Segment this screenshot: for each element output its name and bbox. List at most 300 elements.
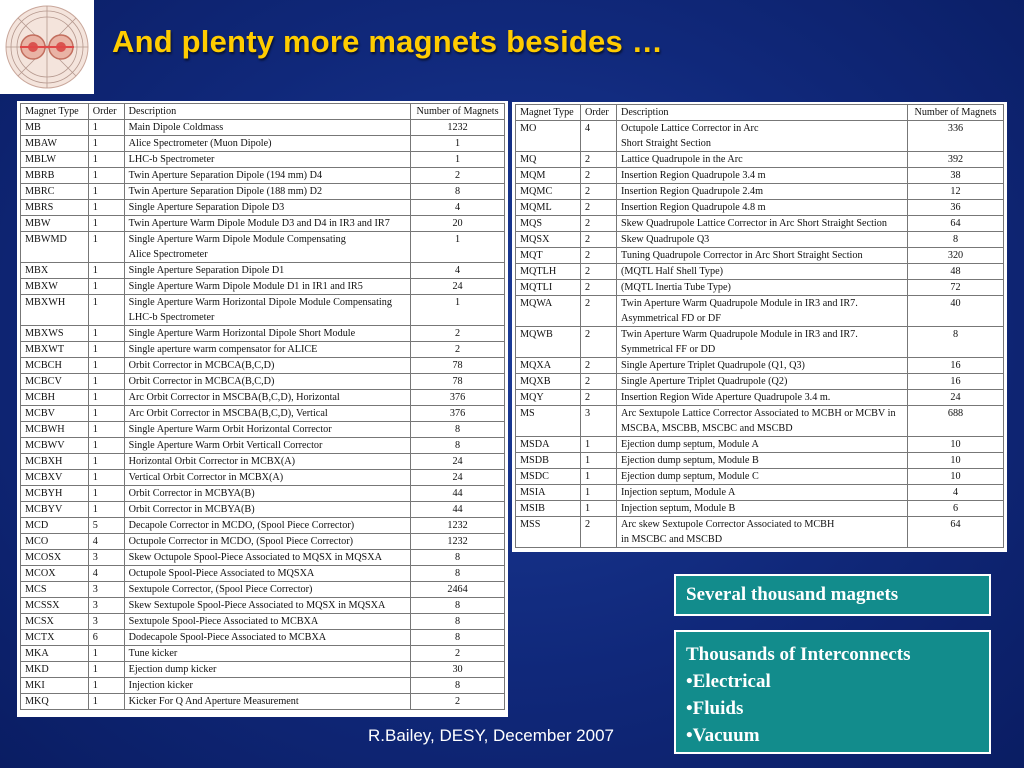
table-row (21, 454, 505, 470)
cell-magnet-type: MCO (21, 534, 89, 550)
cell-number-of-magnets: 320 (908, 248, 1004, 264)
cell-order: 4 (88, 566, 124, 582)
cell-order: 1 (88, 342, 124, 358)
cell-description (617, 168, 908, 184)
cell-order: 1 (581, 501, 617, 517)
description-line: Symmetrical FF or DD (621, 344, 716, 355)
description-line: Dodecapole Spool-Piece Associated to MCBXA (128, 632, 327, 643)
cell-description (124, 358, 410, 374)
cell-description (124, 152, 410, 168)
header-magnet-type: Magnet Type (21, 104, 89, 120)
cell-description (124, 184, 410, 200)
description-line: Insertion Region Quadrupole 3.4 m (621, 170, 766, 181)
cell-magnet-type: MCBYH (21, 486, 89, 502)
cell-magnet-type: MSDB (516, 453, 581, 469)
cell-order: 1 (88, 454, 124, 470)
cell-order: 4 (88, 534, 124, 550)
cell-magnet-type: MO (516, 121, 581, 152)
table-row (21, 184, 505, 200)
cell-order: 5 (88, 518, 124, 534)
cell-magnet-type: MKA (21, 646, 89, 662)
description-line: Injection septum, Module B (621, 503, 736, 514)
cell-magnet-type: MBXWS (21, 326, 89, 342)
description-line: Twin Aperture Separation Dipole (188 mm) D2 (128, 186, 323, 197)
cell-order: 1 (88, 406, 124, 422)
cell-magnet-type: MBLW (21, 152, 89, 168)
cell-magnet-type: MCOX (21, 566, 89, 582)
cell-order: 1 (88, 136, 124, 152)
cell-number-of-magnets: 392 (908, 152, 1004, 168)
cell-order: 1 (581, 437, 617, 453)
description-line: Alice Spectrometer (Muon Dipole) (128, 138, 272, 149)
table-row (21, 534, 505, 550)
description-line: Single Aperture Triplet Quadrupole (Q1, Q3) (621, 360, 805, 371)
cell-description (617, 374, 908, 390)
description-line: Vertical Orbit Corrector in MCBX(A) (128, 472, 284, 483)
cell-order: 1 (88, 295, 124, 326)
cell-description (124, 422, 410, 438)
cell-description (617, 121, 908, 152)
cell-description (124, 582, 410, 598)
description-line: Skew Quadrupole Q3 (621, 234, 710, 245)
cell-magnet-type: MCBH (21, 390, 89, 406)
cell-description (124, 518, 410, 534)
cell-number-of-magnets: 1 (411, 295, 505, 326)
cell-order: 2 (581, 168, 617, 184)
cell-number-of-magnets: 24 (908, 390, 1004, 406)
cell-number-of-magnets: 8 (411, 184, 505, 200)
cell-description (124, 694, 410, 710)
description-line: Octupole Spool-Piece Associated to MQSXA (128, 568, 315, 579)
cell-order: 1 (88, 168, 124, 184)
cell-description (124, 326, 410, 342)
cell-magnet-type: MSDC (516, 469, 581, 485)
cell-magnet-type: MQY (516, 390, 581, 406)
cell-description (124, 646, 410, 662)
cell-number-of-magnets: 8 (411, 678, 505, 694)
cell-number-of-magnets: 78 (411, 374, 505, 390)
description-line: Alice Spectrometer (128, 249, 208, 260)
table-row (516, 168, 1004, 184)
cell-order: 4 (581, 121, 617, 152)
description-line: Insertion Region Wide Aperture Quadrupole 3.4 m. (621, 392, 831, 403)
table-row (21, 374, 505, 390)
cell-magnet-type: MCSX (21, 614, 89, 630)
cell-order: 1 (88, 358, 124, 374)
cell-number-of-magnets: 10 (908, 469, 1004, 485)
cell-magnet-type: MCBYV (21, 502, 89, 518)
table-row (21, 120, 505, 136)
header-description: Description (124, 104, 410, 120)
cell-description (124, 486, 410, 502)
cell-magnet-type: MQWA (516, 296, 581, 327)
header-description: Description (617, 105, 908, 121)
cell-order: 1 (581, 453, 617, 469)
cell-magnet-type: MCBXH (21, 454, 89, 470)
cell-description (124, 342, 410, 358)
cell-number-of-magnets: 4 (411, 263, 505, 279)
description-line: Twin Aperture Separation Dipole (194 mm) D4 (128, 170, 323, 181)
cell-number-of-magnets: 1232 (411, 120, 505, 136)
description-line: Single Aperture Triplet Quadrupole (Q2) (621, 376, 788, 387)
callout-item-electrical: •Electrical (686, 671, 771, 692)
cell-order: 1 (88, 486, 124, 502)
cell-number-of-magnets: 36 (908, 200, 1004, 216)
cell-description (124, 662, 410, 678)
cell-number-of-magnets: 2 (411, 646, 505, 662)
description-line: Arc Orbit Corrector in MSCBA(B,C,D), Vertical (128, 408, 328, 419)
cell-description (617, 469, 908, 485)
cell-magnet-type: MQMC (516, 184, 581, 200)
cell-order: 1 (581, 485, 617, 501)
cell-magnet-type: MBXWH (21, 295, 89, 326)
cell-description (124, 263, 410, 279)
slide-title: And plenty more magnets besides … (112, 24, 663, 59)
callout-several-thousand-magnets (674, 574, 991, 616)
slide-footer: R.Bailey, DESY, December 2007 (368, 726, 614, 745)
cell-number-of-magnets: 24 (411, 279, 505, 295)
description-line: Octupole Lattice Corrector in Arc (621, 123, 759, 134)
cell-order: 1 (88, 152, 124, 168)
cell-description (617, 152, 908, 168)
cell-number-of-magnets: 688 (908, 406, 1004, 437)
table-header-row (516, 105, 1004, 121)
description-line: Ejection dump kicker (128, 664, 217, 675)
table-row (516, 184, 1004, 200)
description-line: Injection septum, Module A (621, 487, 736, 498)
cell-magnet-type: MCBV (21, 406, 89, 422)
cell-description (617, 184, 908, 200)
callout-interconnects (674, 630, 991, 754)
cell-magnet-type: MS (516, 406, 581, 437)
cell-description (617, 248, 908, 264)
table-row (21, 326, 505, 342)
cell-magnet-type: MQSX (516, 232, 581, 248)
table-row (516, 469, 1004, 485)
description-line: Single Aperture Separation Dipole D3 (128, 202, 285, 213)
description-line: Tune kicker (128, 648, 178, 659)
cell-number-of-magnets: 336 (908, 121, 1004, 152)
cell-description (124, 120, 410, 136)
cell-description (617, 453, 908, 469)
header-magnet-type: Magnet Type (516, 105, 581, 121)
cell-description (617, 517, 908, 548)
cell-number-of-magnets: 8 (908, 232, 1004, 248)
cell-magnet-type: MQ (516, 152, 581, 168)
cell-number-of-magnets: 376 (411, 390, 505, 406)
cell-number-of-magnets: 8 (411, 550, 505, 566)
cell-magnet-type: MQML (516, 200, 581, 216)
cell-number-of-magnets: 10 (908, 453, 1004, 469)
description-line: LHC-b Spectrometer (128, 312, 215, 323)
description-line: Arc Sextupole Lattice Corrector Associated to MCBH or MCBV in (621, 408, 896, 419)
cell-number-of-magnets: 376 (411, 406, 505, 422)
cell-order: 1 (88, 694, 124, 710)
description-line: Insertion Region Quadrupole 2.4m (621, 186, 764, 197)
cell-order: 1 (88, 646, 124, 662)
description-line: Twin Aperture Warm Dipole Module D3 and D4 in IR3 and IR7 (128, 218, 390, 229)
description-line: Horizontal Orbit Corrector in MCBX(A) (128, 456, 296, 467)
table-row (21, 694, 505, 710)
cell-magnet-type: MKQ (21, 694, 89, 710)
description-line: (MQTL Half Shell Type) (621, 266, 723, 277)
cell-order: 1 (88, 200, 124, 216)
cell-order: 1 (88, 326, 124, 342)
cell-order: 1 (88, 232, 124, 263)
cell-number-of-magnets: 72 (908, 280, 1004, 296)
table-row (516, 390, 1004, 406)
cell-description (124, 374, 410, 390)
cell-magnet-type: MCS (21, 582, 89, 598)
cell-magnet-type: MKI (21, 678, 89, 694)
cell-number-of-magnets: 2464 (411, 582, 505, 598)
cell-description (124, 614, 410, 630)
table-row (21, 630, 505, 646)
description-line: Tuning Quadrupole Corrector in Arc Short Straight Section (621, 250, 863, 261)
table-row (516, 264, 1004, 280)
cell-number-of-magnets: 40 (908, 296, 1004, 327)
cell-description (124, 438, 410, 454)
cell-order: 2 (581, 248, 617, 264)
description-line: Kicker For Q And Aperture Measurement (128, 696, 299, 707)
cell-number-of-magnets: 6 (908, 501, 1004, 517)
description-line: Sextupole Corrector, (Spool Piece Corrector) (128, 584, 313, 595)
cell-number-of-magnets: 16 (908, 374, 1004, 390)
description-line: Main Dipole Coldmass (128, 122, 224, 133)
cell-number-of-magnets: 1 (411, 136, 505, 152)
table-row (21, 486, 505, 502)
cell-description (124, 216, 410, 232)
description-line: Orbit Corrector in MCBCA(B,C,D) (128, 376, 275, 387)
cell-order: 2 (581, 216, 617, 232)
cell-description (617, 406, 908, 437)
cell-magnet-type: MSDA (516, 437, 581, 453)
table-row (516, 358, 1004, 374)
description-line: Single Aperture Separation Dipole D1 (128, 265, 285, 276)
description-line: Orbit Corrector in MCBYA(B) (128, 488, 255, 499)
cell-description (617, 327, 908, 358)
description-line: Skew Quadrupole Lattice Corrector in Arc Short Straight Section (621, 218, 887, 229)
cell-number-of-magnets: 20 (411, 216, 505, 232)
cell-order: 2 (581, 374, 617, 390)
cell-order: 1 (88, 216, 124, 232)
cell-magnet-type: MQS (516, 216, 581, 232)
cell-number-of-magnets: 24 (411, 470, 505, 486)
cell-magnet-type: MCD (21, 518, 89, 534)
description-line: Insertion Region Quadrupole 4.8 m (621, 202, 766, 213)
description-line: Arc Orbit Corrector in MSCBA(B,C,D), Horizontal (128, 392, 340, 403)
table-row (21, 342, 505, 358)
cell-number-of-magnets: 8 (411, 614, 505, 630)
cell-description (617, 437, 908, 453)
description-line: Twin Aperture Warm Quadrupole Module in IR3 and IR7. (621, 329, 858, 340)
cell-description (617, 216, 908, 232)
cell-description (617, 501, 908, 517)
cell-order: 1 (88, 184, 124, 200)
table-row (516, 121, 1004, 152)
cell-magnet-type: MCBWH (21, 422, 89, 438)
cell-number-of-magnets: 24 (411, 454, 505, 470)
cell-order: 1 (88, 374, 124, 390)
cell-number-of-magnets: 8 (411, 598, 505, 614)
cell-number-of-magnets: 8 (908, 327, 1004, 358)
table-row (21, 232, 505, 263)
description-line: Skew Octupole Spool-Piece Associated to MQSX in MQSXA (128, 552, 382, 563)
callout-item-vacuum: •Vacuum (686, 725, 760, 746)
cell-order: 2 (581, 280, 617, 296)
cell-magnet-type: MBW (21, 216, 89, 232)
cell-description (124, 566, 410, 582)
cell-magnet-type: MBRS (21, 200, 89, 216)
table-row (21, 136, 505, 152)
cell-magnet-type: MBRB (21, 168, 89, 184)
lhc-ring-logo-icon (0, 0, 94, 94)
header-number-of-magnets: Number of Magnets (411, 104, 505, 120)
table-row (516, 248, 1004, 264)
cell-magnet-type: MCBWV (21, 438, 89, 454)
header-order: Order (581, 105, 617, 121)
cell-number-of-magnets: 8 (411, 422, 505, 438)
cell-number-of-magnets: 30 (411, 662, 505, 678)
cell-description (617, 390, 908, 406)
description-line: Injection kicker (128, 680, 193, 691)
cell-order: 1 (88, 678, 124, 694)
description-line: Orbit Corrector in MCBYA(B) (128, 504, 255, 515)
description-line: Single Aperture Warm Orbit Horizontal Corrector (128, 424, 332, 435)
description-line: Sextupole Spool-Piece Associated to MCBXA (128, 616, 319, 627)
table-row (21, 390, 505, 406)
cell-description (617, 264, 908, 280)
description-line: Short Straight Section (621, 138, 711, 149)
cell-number-of-magnets: 44 (411, 502, 505, 518)
cell-description (617, 232, 908, 248)
right-table-body (516, 121, 1004, 548)
cell-magnet-type: MBRC (21, 184, 89, 200)
cell-description (124, 550, 410, 566)
table-row (516, 200, 1004, 216)
cell-order: 3 (88, 598, 124, 614)
cell-number-of-magnets: 1232 (411, 534, 505, 550)
description-line: Lattice Quadrupole in the Arc (621, 154, 743, 165)
table-row (21, 566, 505, 582)
table-row (516, 453, 1004, 469)
table-row (516, 280, 1004, 296)
cell-number-of-magnets: 1232 (411, 518, 505, 534)
cell-order: 1 (88, 279, 124, 295)
table-row (516, 406, 1004, 437)
table-row (516, 485, 1004, 501)
description-line: Skew Sextupole Spool-Piece Associated to MQSX in MQSXA (128, 600, 386, 611)
cell-magnet-type: MQXA (516, 358, 581, 374)
cell-order: 1 (581, 469, 617, 485)
cell-number-of-magnets: 4 (908, 485, 1004, 501)
cell-description (124, 598, 410, 614)
header-order: Order (88, 104, 124, 120)
cell-magnet-type: MQWB (516, 327, 581, 358)
cell-magnet-type: MCOSX (21, 550, 89, 566)
table-row (21, 678, 505, 694)
cell-description (617, 296, 908, 327)
cell-order: 1 (88, 438, 124, 454)
table-row (21, 422, 505, 438)
cell-number-of-magnets: 64 (908, 517, 1004, 548)
cell-number-of-magnets: 2 (411, 694, 505, 710)
cell-order: 1 (88, 390, 124, 406)
cell-description (124, 678, 410, 694)
table-row (516, 232, 1004, 248)
cell-description (124, 470, 410, 486)
table-row (21, 216, 505, 232)
table-header-row (21, 104, 505, 120)
cell-magnet-type: MBXW (21, 279, 89, 295)
description-line: Asymmetrical FD or DF (621, 313, 721, 324)
table-row (21, 502, 505, 518)
description-line: Single Aperture Warm Dipole Module D1 in IR1 and IR5 (128, 281, 363, 292)
table-row (21, 550, 505, 566)
cell-number-of-magnets: 10 (908, 437, 1004, 453)
cell-order: 2 (581, 517, 617, 548)
cell-number-of-magnets: 64 (908, 216, 1004, 232)
cell-order: 2 (581, 152, 617, 168)
table-row (21, 263, 505, 279)
header-number-of-magnets: Number of Magnets (908, 105, 1004, 121)
description-line: Orbit Corrector in MCBCA(B,C,D) (128, 360, 275, 371)
table-row (516, 501, 1004, 517)
cell-order: 2 (581, 327, 617, 358)
cell-order: 1 (88, 470, 124, 486)
cell-magnet-type: MCBXV (21, 470, 89, 486)
cell-description (124, 295, 410, 326)
cell-number-of-magnets: 1 (411, 152, 505, 168)
cell-magnet-type: MBAW (21, 136, 89, 152)
cell-number-of-magnets: 2 (411, 326, 505, 342)
description-line: Twin Aperture Warm Quadrupole Module in IR3 and IR7. (621, 298, 858, 309)
cell-magnet-type: MQTLI (516, 280, 581, 296)
cell-order: 1 (88, 422, 124, 438)
cell-description (124, 168, 410, 184)
right-magnet-table (515, 104, 1004, 548)
cell-order: 1 (88, 263, 124, 279)
cell-order: 2 (581, 232, 617, 248)
cell-description (617, 280, 908, 296)
cell-order: 3 (581, 406, 617, 437)
logo-box (0, 0, 94, 94)
table-row (21, 518, 505, 534)
cell-magnet-type: MCBCV (21, 374, 89, 390)
cell-number-of-magnets: 2 (411, 168, 505, 184)
cell-order: 3 (88, 550, 124, 566)
cell-number-of-magnets: 8 (411, 438, 505, 454)
cell-magnet-type: MQXB (516, 374, 581, 390)
description-line: Ejection dump septum, Module B (621, 455, 759, 466)
cell-order: 2 (581, 264, 617, 280)
cell-description (124, 279, 410, 295)
cell-description (124, 534, 410, 550)
cell-number-of-magnets: 16 (908, 358, 1004, 374)
table-row (21, 470, 505, 486)
cell-order: 2 (581, 184, 617, 200)
cell-number-of-magnets: 48 (908, 264, 1004, 280)
cell-description (124, 200, 410, 216)
cell-order: 3 (88, 614, 124, 630)
cell-order: 1 (88, 502, 124, 518)
cell-description (124, 136, 410, 152)
description-line: Octupole Corrector in MCDO, (Spool Piece Corrector) (128, 536, 354, 547)
table-row (516, 437, 1004, 453)
cell-magnet-type: MQM (516, 168, 581, 184)
cell-description (124, 454, 410, 470)
cell-magnet-type: MCSSX (21, 598, 89, 614)
